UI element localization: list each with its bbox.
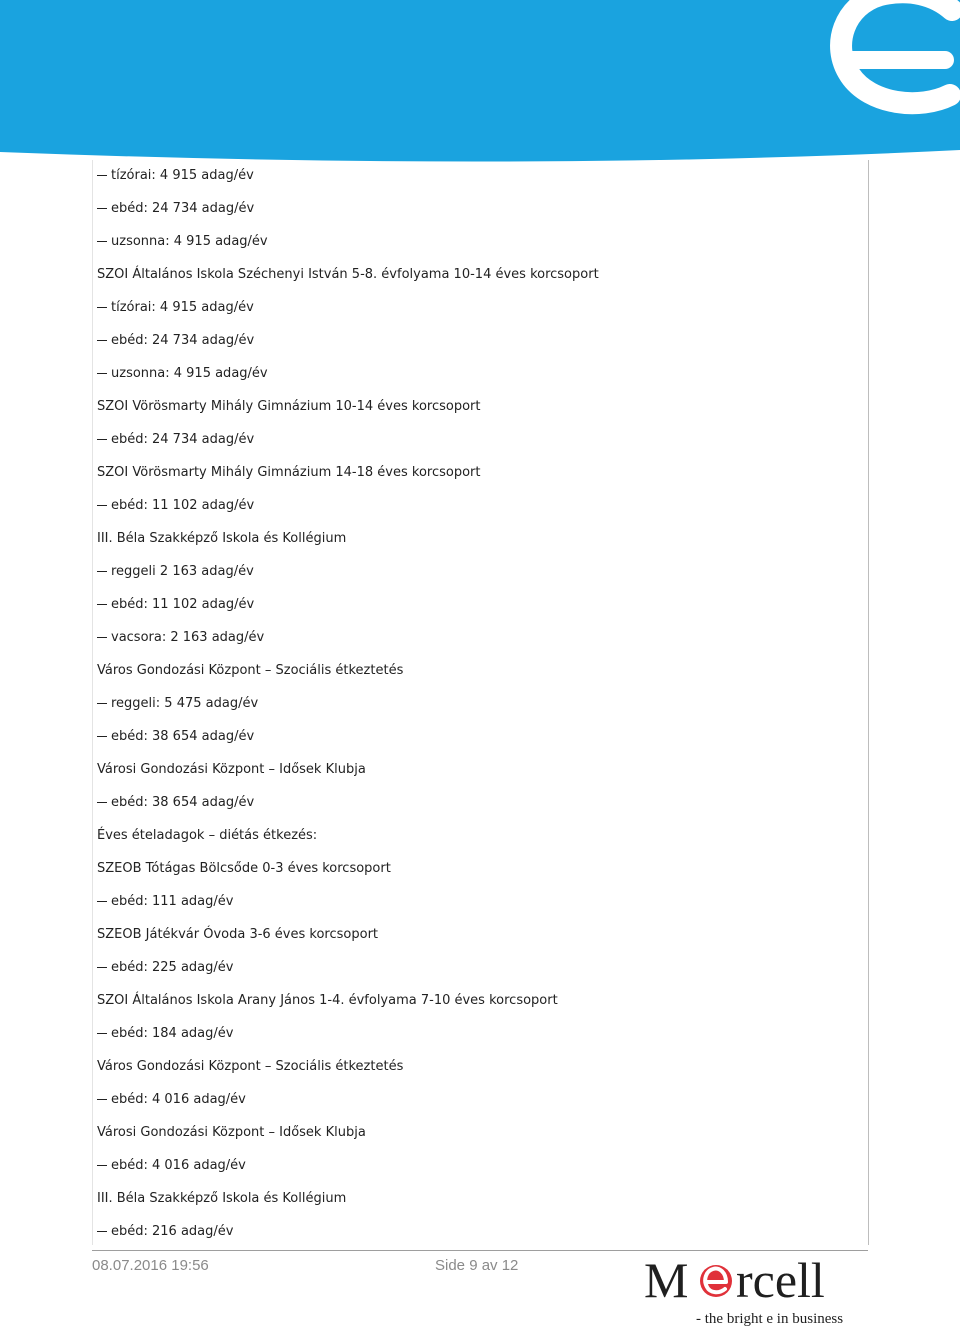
dash-bullet-icon: [97, 703, 107, 705]
list-item: [97, 786, 857, 819]
line-text: Városi Gondozási Központ – Idősek Klubja: [97, 761, 366, 777]
line-text: ebéd: 216 adag/év: [111, 1223, 234, 1239]
line-text: ebéd: 24 734 adag/év: [111, 332, 255, 348]
line-text: Város Gondozási Központ – Szociális étkeztetés: [97, 1058, 404, 1074]
document-body: [97, 159, 857, 1248]
dash-bullet-icon: [97, 307, 107, 309]
section-heading: [97, 819, 857, 852]
logo-rcell: rcell: [736, 1252, 825, 1308]
line-text: tízórai: 4 915 adag/év: [111, 299, 254, 315]
list-item: [97, 621, 857, 654]
list-item: [97, 555, 857, 588]
list-item: [97, 291, 857, 324]
line-text: ebéd: 4 016 adag/év: [111, 1157, 246, 1173]
list-item: [97, 1017, 857, 1050]
line-text: ebéd: 38 654 adag/év: [111, 794, 255, 810]
line-text: reggeli 2 163 adag/év: [111, 563, 254, 579]
list-item: [97, 192, 857, 225]
line-text: Városi Gondozási Központ – Idősek Klubja: [97, 1124, 366, 1140]
section-heading: [97, 258, 857, 291]
dash-bullet-icon: [97, 637, 107, 639]
line-text: tízórai: 4 915 adag/év: [111, 167, 254, 183]
section-heading: [97, 852, 857, 885]
line-text: SZOI Általános Iskola Széchenyi István 5-8. évfolyama 10-14 éves korcsoport: [97, 266, 599, 282]
section-heading: [97, 456, 857, 489]
list-item: [97, 324, 857, 357]
dash-bullet-icon: [97, 241, 107, 243]
line-text: SZOI Vörösmarty Mihály Gimnázium 10-14 éves korcsoport: [97, 398, 481, 414]
logo-m: M: [644, 1252, 689, 1308]
line-text: ebéd: 225 adag/év: [111, 959, 234, 975]
list-item: [97, 687, 857, 720]
section-heading: [97, 984, 857, 1017]
e-badge-icon: [700, 1265, 732, 1297]
dash-bullet-icon: [97, 1099, 107, 1101]
dash-bullet-icon: [97, 1231, 107, 1233]
list-item: [97, 1149, 857, 1182]
section-heading: [97, 918, 857, 951]
list-item: [97, 885, 857, 918]
section-heading: [97, 390, 857, 423]
list-item: [97, 1215, 857, 1248]
dash-bullet-icon: [97, 571, 107, 573]
dash-bullet-icon: [97, 340, 107, 342]
line-text: uzsonna: 4 915 adag/év: [111, 365, 268, 381]
dash-bullet-icon: [97, 175, 107, 177]
list-item: [97, 951, 857, 984]
footer-page-number: Side 9 av 12: [435, 1257, 519, 1274]
line-text: ebéd: 11 102 adag/év: [111, 596, 255, 612]
line-text: III. Béla Szakképző Iskola és Kollégium: [97, 530, 347, 546]
list-item: [97, 357, 857, 390]
dash-bullet-icon: [97, 901, 107, 903]
list-item: [97, 159, 857, 192]
line-text: ebéd: 4 016 adag/év: [111, 1091, 246, 1107]
dash-bullet-icon: [97, 373, 107, 375]
section-heading: [97, 753, 857, 786]
dash-bullet-icon: [97, 604, 107, 606]
line-text: ebéd: 24 734 adag/év: [111, 200, 255, 216]
section-heading: [97, 1050, 857, 1083]
line-text: ebéd: 184 adag/év: [111, 1025, 234, 1041]
list-item: [97, 1083, 857, 1116]
section-heading: [97, 654, 857, 687]
dash-bullet-icon: [97, 802, 107, 804]
line-text: Éves ételadagok – diétás étkezés:: [97, 827, 318, 843]
dash-bullet-icon: [97, 736, 107, 738]
line-text: III. Béla Szakképző Iskola és Kollégium: [97, 1190, 347, 1206]
footer-divider: [92, 1250, 868, 1251]
footer-date: 08.07.2016 19:56: [92, 1257, 209, 1274]
line-text: Város Gondozási Központ – Szociális étkeztetés: [97, 662, 404, 678]
dash-bullet-icon: [97, 208, 107, 210]
line-text: SZOI Vörösmarty Mihály Gimnázium 14-18 éves korcsoport: [97, 464, 481, 480]
dash-bullet-icon: [97, 1165, 107, 1167]
line-text: uzsonna: 4 915 adag/év: [111, 233, 268, 249]
list-item: [97, 720, 857, 753]
line-text: ebéd: 38 654 adag/év: [111, 728, 255, 744]
line-text: ebéd: 11 102 adag/év: [111, 497, 255, 513]
header-banner: [0, 0, 960, 165]
dash-bullet-icon: [97, 439, 107, 441]
list-item: [97, 588, 857, 621]
line-text: SZOI Általános Iskola Arany János 1-4. évfolyama 7-10 éves korcsoport: [97, 992, 558, 1008]
marcell-logo: [640, 1252, 870, 1327]
line-text: SZEOB Tótágas Bölcsőde 0-3 éves korcsoport: [97, 860, 391, 876]
line-text: reggeli: 5 475 adag/év: [111, 695, 259, 711]
section-heading: [97, 1116, 857, 1149]
section-heading: [97, 1182, 857, 1215]
dash-bullet-icon: [97, 505, 107, 507]
list-item: [97, 225, 857, 258]
line-text: SZEOB Játékvár Óvoda 3-6 éves korcsoport: [97, 926, 379, 942]
list-item: [97, 489, 857, 522]
line-text: vacsora: 2 163 adag/év: [111, 629, 265, 645]
list-item: [97, 423, 857, 456]
dash-bullet-icon: [97, 967, 107, 969]
line-text: ebéd: 111 adag/év: [111, 893, 234, 909]
section-heading: [97, 522, 857, 555]
dash-bullet-icon: [97, 1033, 107, 1035]
line-text: ebéd: 24 734 adag/év: [111, 431, 255, 447]
logo-tagline: - the bright e in business: [696, 1311, 844, 1327]
